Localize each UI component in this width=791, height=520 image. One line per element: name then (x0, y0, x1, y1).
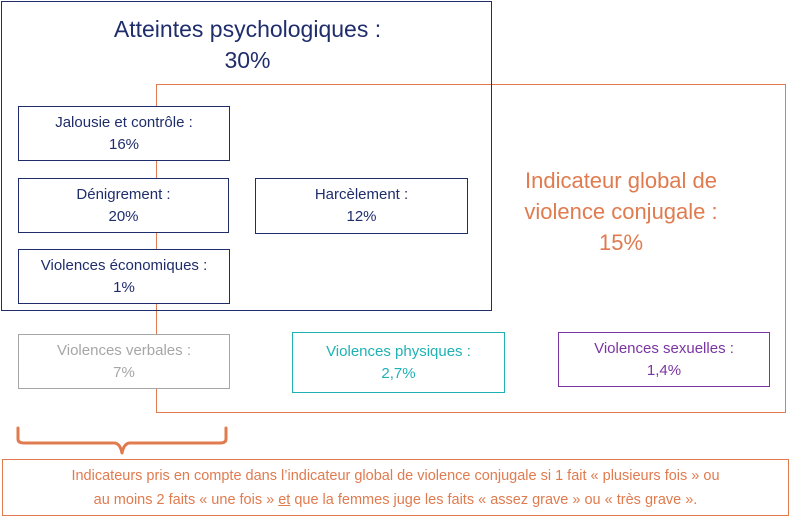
global-indicator-title (498, 165, 744, 258)
criteria-note (2, 459, 789, 516)
global-indicator-line1: Indicateur global de (524, 168, 718, 193)
category-label: Harcèlement : (314, 186, 409, 203)
psychological-title (60, 14, 435, 76)
curly-brace-icon (14, 425, 234, 455)
category-value: 12% (346, 208, 377, 225)
psychological-title-label: Atteintes psychologiques : (113, 16, 382, 42)
category-box-sexuelles (558, 332, 770, 387)
global-indicator-value: 15% (598, 230, 644, 255)
category-value: 2,7% (381, 364, 416, 382)
category-value: 1% (113, 278, 135, 296)
note-line2-underlined: et (278, 491, 291, 508)
global-indicator-line2: violence conjugale : (524, 199, 718, 224)
category-box-economiques (18, 249, 230, 304)
category-box-verbales (18, 334, 230, 389)
category-label: Violences physiques : (326, 342, 471, 360)
category-label: Violences économiques : (40, 256, 208, 274)
category-value: 1,4% (646, 361, 682, 379)
note-line2-a: au moins 2 faits « une fois » (93, 491, 279, 508)
category-value: 16% (108, 135, 140, 153)
note-line1: Indicateurs pris en compte dans l’indicateur global de violence conjugale si 1 fait « plusieurs fois » ou (71, 467, 720, 484)
psychological-title-value: 30% (224, 47, 271, 73)
category-value: 20% (108, 207, 139, 225)
category-box-physiques (292, 332, 505, 393)
category-box-jalousie (18, 106, 230, 161)
category-label: Dénigrement : (76, 185, 171, 203)
category-box-denigrement (18, 178, 229, 233)
category-box-harcelement (255, 178, 468, 234)
note-line2-c: que la femmes juge les faits « assez grave » ou « très grave ». (290, 491, 698, 508)
category-label: Jalousie et contrôle : (55, 113, 193, 131)
category-label: Violences verbales : (57, 341, 191, 359)
category-value: 7% (113, 363, 135, 381)
category-label: Violences sexuelles : (594, 339, 734, 357)
